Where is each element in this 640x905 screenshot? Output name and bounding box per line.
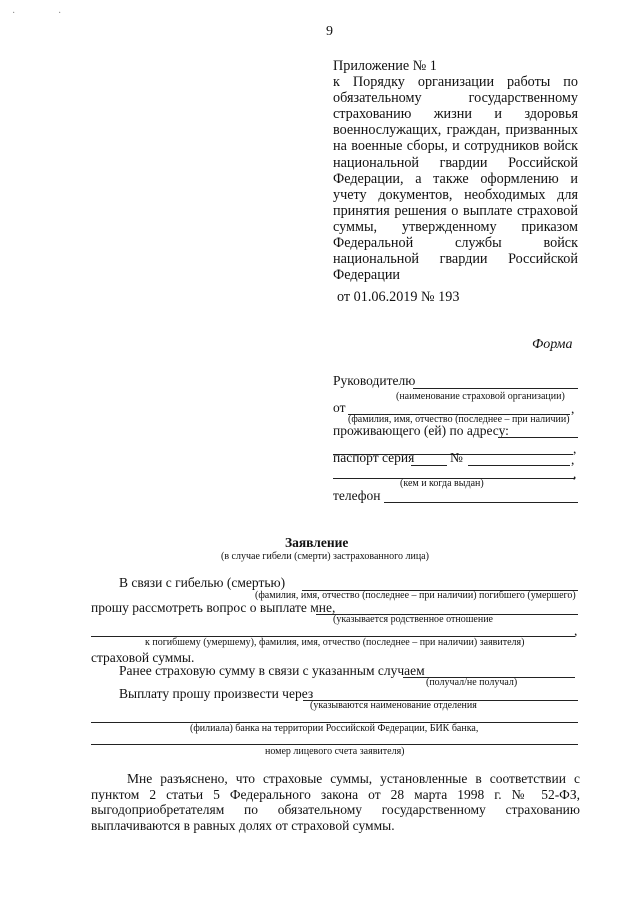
statement-title: Заявление [285, 535, 349, 550]
comma: , [571, 452, 575, 467]
payout-caption: (указываются наименование отделения [310, 700, 477, 711]
scan-artifact: · [12, 8, 16, 19]
comma: , [573, 441, 577, 456]
annex-body: к Порядку организации работы по обязательному государственному страхованию жизни и здоровья военнослужащих, граждан, призванных на военные сборы, и сотрудников войск национальной гвардии Российской Федерации, а также оформлению и учету документов, необходимых для принятия решения о выплате страховой суммы, утвержденному приказом Федеральной службы войск национальной гвардии Российской Федерации [333, 74, 578, 284]
explanation-paragraph: Мне разъяснено, что страховые суммы, установленные в соответствии с пунктом 2 статьи 5 Федерального закона от 28 марта 1998 г. № 52-ФЗ, выгодоприобретателям по обязательному государственному страхованию выплачиваются в равных долях от страховой суммы. [91, 771, 580, 833]
payout-label: Выплату прошу произвести через [119, 686, 314, 701]
phone-field[interactable] [384, 502, 578, 503]
annex-block [333, 58, 578, 305]
account-field[interactable] [91, 744, 578, 745]
head-field[interactable] [413, 388, 578, 389]
issued-caption: (кем и когда выдан) [400, 478, 484, 489]
form-label: Форма [532, 337, 573, 352]
comma: , [573, 466, 577, 481]
passport-series-field[interactable] [411, 465, 447, 466]
passport-label: паспорт серия [333, 450, 415, 465]
earlier-label: Ранее страховую сумму в связи с указанным случаем [119, 663, 425, 678]
relation-caption: (указывается родственное отношение [333, 614, 493, 625]
death-caption: (фамилия, имя, отчество (последнее – при наличии) погибшего (умершего) [255, 590, 576, 601]
statement-subtitle: (в случае гибели (смерти) застрахованного лица) [221, 551, 429, 562]
bank-caption: (филиала) банка на территории Российской Федерации, БИК банка, [190, 723, 479, 734]
from-caption: (фамилия, имя, отчество (последнее – при наличии) [348, 414, 570, 425]
head-label: Руководителю [333, 373, 416, 388]
address-field[interactable] [498, 437, 578, 438]
annex-title: Приложение № 1 [333, 58, 437, 74]
request-label: прошу рассмотреть вопрос о выплате мне, [91, 600, 336, 615]
comma: , [571, 401, 575, 416]
passport-no-label: № [450, 450, 463, 465]
death-label: В связи с гибелью (смертью) [119, 575, 286, 590]
account-caption: номер лицевого счета заявителя) [265, 746, 405, 757]
address-label: проживающего (ей) по адресу: [333, 423, 509, 438]
comma: , [574, 623, 578, 638]
from-label: от [333, 400, 346, 415]
relation-caption-2: к погибшему (умершему), фамилия, имя, отчество (последнее – при наличии) заявителя) [145, 637, 525, 648]
annex-date: от 01.06.2019 № 193 [337, 289, 460, 306]
earlier-caption: (получал/не получал) [426, 677, 518, 688]
sum-text: страховой суммы. [91, 650, 195, 665]
scan-artifact: · [58, 8, 62, 19]
page-number: 9 [326, 24, 333, 39]
passport-number-field[interactable] [468, 465, 570, 466]
head-caption: (наименование страховой организации) [396, 391, 565, 402]
phone-label: телефон [333, 488, 381, 503]
